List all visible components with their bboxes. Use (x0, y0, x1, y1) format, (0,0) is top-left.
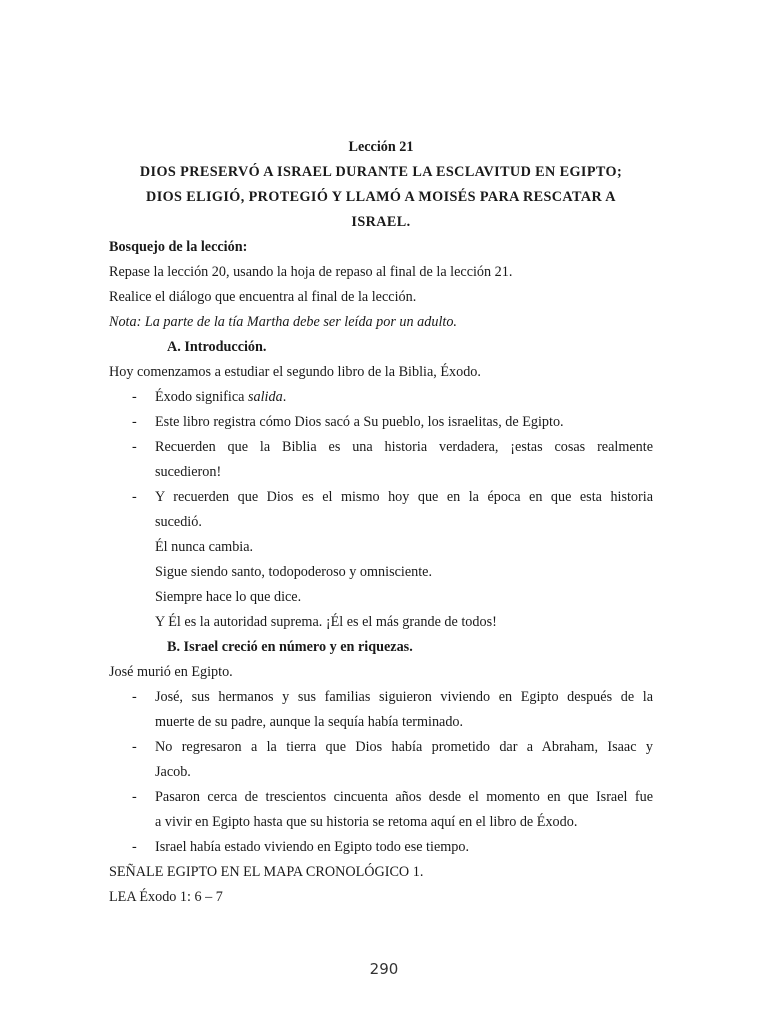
page-number: 290 (369, 960, 399, 978)
bullet-text: Este libro registra cómo Dios sacó a Su pueblo, los israelitas, de Egipto. (155, 414, 564, 430)
list-item (109, 385, 653, 410)
reading-reference: LEA Éxodo 1: 6 – 7 (109, 889, 223, 905)
outline-line: Repase la lección 20, usando la hoja de repaso al final de la lección 21. (109, 264, 513, 280)
continuation-line: Y Él es la autoridad suprema. ¡Él es el más grande de todos! (155, 614, 497, 630)
list-item (109, 835, 653, 860)
list-item (109, 410, 653, 435)
title-line: ISRAEL. (351, 214, 411, 230)
bullet-dash: - (132, 839, 137, 855)
section-b-heading: B. Israel creció en número y en riquezas. (167, 639, 413, 655)
bullet-text: a vivir en Egipto hasta que su historia se retoma aquí en el libro de Éxodo. (155, 814, 578, 830)
bullet-text: Jacob. (155, 764, 191, 780)
list-item (109, 735, 653, 785)
lesson-title (109, 160, 653, 235)
bullet-dash: - (132, 414, 137, 430)
continuation-line: Él nunca cambia. (155, 539, 254, 555)
list-item (109, 485, 653, 535)
bullet-text: Pasaron cerca de trescientos cincuenta años desde el momento en que Israel fue (155, 789, 653, 805)
list-item (109, 785, 653, 835)
bullet-dash: - (132, 389, 137, 405)
bullet-text: No regresaron a la tierra que Dios había prometido dar a Abraham, Isaac y (155, 739, 653, 755)
section-a-lead: Hoy comenzamos a estudiar el segundo libro de la Biblia, Éxodo. (109, 364, 481, 380)
title-line: DIOS PRESERVÓ A ISRAEL DURANTE LA ESCLAVITUD EN EGIPTO; (139, 164, 623, 180)
bullet-dash: - (132, 489, 137, 505)
section-b-lead: José murió en Egipto. (109, 664, 233, 680)
bullet-text: Recuerden que la Biblia es una historia verdadera, ¡estas cosas realmente (155, 439, 653, 455)
bullet-dash: - (132, 439, 137, 455)
bullet-text: José, sus hermanos y sus familias siguieron viviendo en Egipto después de la (155, 689, 653, 705)
lesson-content (109, 135, 653, 910)
bullet-text: Éxodo significa salida. (155, 389, 287, 405)
outline-heading: Bosquejo de la lección: (109, 239, 248, 255)
bullet-text: sucedieron! (155, 464, 222, 480)
bullet-text: Y recuerden que Dios es el mismo hoy que en la época en que esta historia (155, 489, 653, 505)
outline-line: Realice el diálogo que encuentra al final de la lección. (109, 289, 417, 305)
bullet-dash: - (132, 739, 137, 755)
continuation-line: Siempre hace lo que dice. (155, 589, 302, 605)
section-a-heading: A. Introducción. (167, 339, 267, 355)
continuation-line: Sigue siendo santo, todopoderoso y omnisciente. (155, 564, 433, 580)
bullet-dash: - (132, 689, 137, 705)
map-instruction: SEÑALE EGIPTO EN EL MAPA CRONOLÓGICO 1. (109, 864, 424, 880)
bullet-text: sucedió. (155, 514, 202, 530)
bullet-dash: - (132, 789, 137, 805)
lesson-label: Lección 21 (348, 139, 414, 155)
emphasis: salida (248, 389, 283, 405)
bullet-text: Israel había estado viviendo en Egipto todo ese tiempo. (155, 839, 470, 855)
list-item (109, 435, 653, 485)
list-item (109, 685, 653, 735)
note: Nota: La parte de la tía Martha debe ser leída por un adulto. (109, 314, 457, 330)
title-line: DIOS ELIGIÓ, PROTEGIÓ Y LLAMÓ A MOISÉS PARA RESCATAR A (146, 189, 616, 205)
bullet-text: muerte de su padre, aunque la sequía había terminado. (155, 714, 464, 730)
